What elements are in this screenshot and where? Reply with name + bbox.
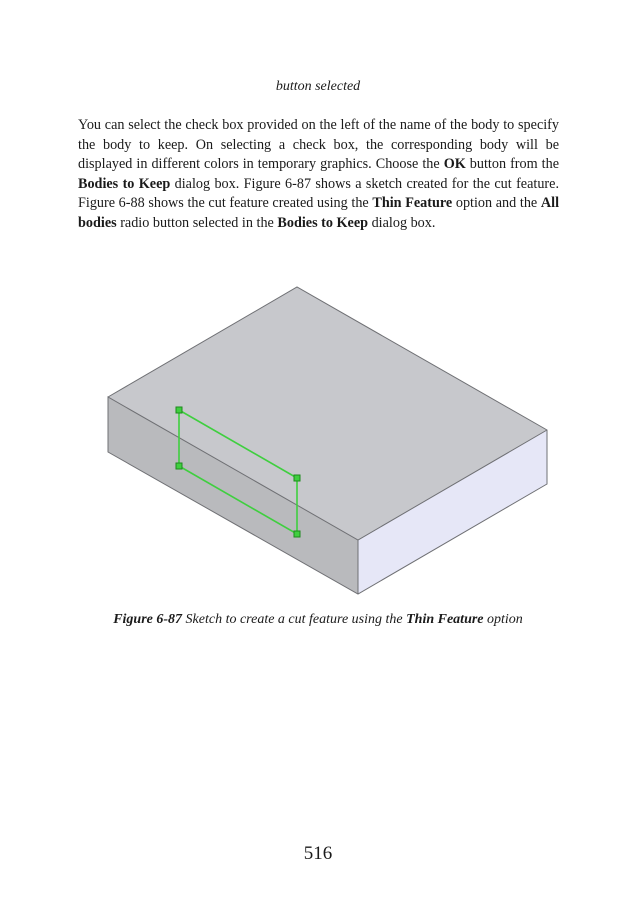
body-paragraph (78, 116, 559, 234)
page-number: 516 (303, 843, 333, 864)
bodies-to-keep-ref-2: Bodies to Keep (277, 214, 369, 231)
sketch-point (176, 463, 182, 469)
thin-feature-ref: Thin Feature (372, 195, 453, 212)
sketch-point (294, 531, 300, 537)
para-text-4: option and the (452, 195, 541, 212)
para-text-6: dialog box. (368, 214, 436, 231)
figure-6-87-illustration (100, 280, 556, 600)
bodies-to-keep-ref: Bodies to Keep (78, 175, 171, 192)
figure-caption-end: option (483, 612, 523, 627)
sketch-point (294, 475, 300, 481)
figure-caption (0, 610, 636, 630)
all-bodies-ref: All bodies (78, 195, 560, 231)
para-text-3: dialog box. Figure 6-87 shows a sketch created for the cut feature. Figure 6-88 shows the cut feature created using the (78, 175, 559, 212)
para-text-1: You can select the check box provided on the left of the name of the body to specify the body to keep. On selecting a check box, the corresponding body will be displayed in different colors in temporary graphics. Choose the (78, 117, 559, 173)
figure-caption-text: Sketch to create a cut feature using the (182, 612, 407, 627)
para-text-5: radio button selected in the (116, 214, 278, 231)
figure-label: Figure 6-87 (113, 612, 183, 627)
para-text-2: button from the (465, 156, 559, 173)
ok-button-ref: OK (443, 156, 466, 173)
continued-figure-caption: button selected (275, 79, 361, 94)
figure-caption-bold: Thin Feature (406, 612, 484, 627)
sketch-point (176, 407, 182, 413)
